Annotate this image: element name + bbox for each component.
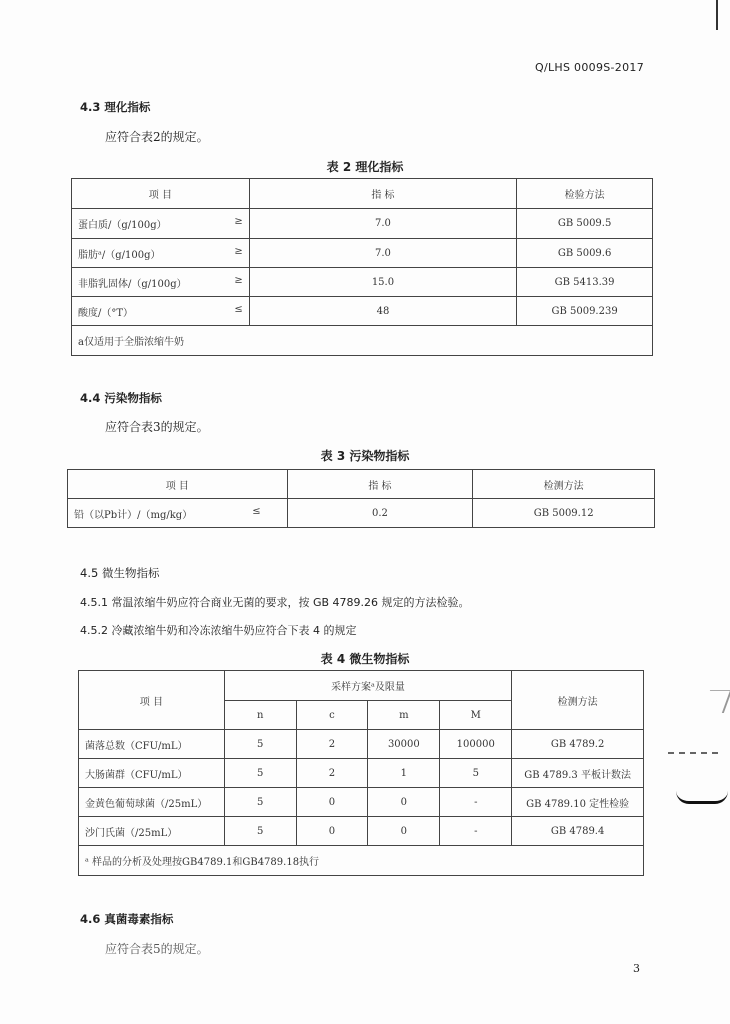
comparison-symbol: ≥ bbox=[234, 216, 243, 227]
section-heading-4-4: 4.4 污染物指标 bbox=[80, 391, 162, 405]
clause-4-5-1: 4.5.1 常温浓缩牛奶应符合商业无菌的要求，按 GB 4789.26 规定的方法检验。 bbox=[80, 596, 470, 609]
table-row bbox=[72, 268, 653, 297]
section-text-4-3: 应符合表2的规定。 bbox=[105, 130, 209, 144]
comparison-symbol: ≤ bbox=[234, 303, 243, 315]
row-method: GB 4789.10 定性检验 bbox=[512, 788, 644, 817]
row-n: 5 bbox=[224, 730, 296, 759]
col-item: 项 目 bbox=[68, 470, 288, 499]
row-item: 金黄色葡萄球菌（/25mL） bbox=[79, 788, 225, 817]
row-method: GB 5009.6 bbox=[517, 239, 653, 268]
section-text-4-6: 应符合表5的规定。 bbox=[105, 942, 209, 956]
table-row bbox=[72, 239, 653, 268]
col-index: 指 标 bbox=[249, 179, 516, 209]
row-m: 1 bbox=[368, 759, 440, 788]
table-row bbox=[79, 730, 644, 759]
col-method: 检验方法 bbox=[517, 179, 653, 209]
table-row bbox=[79, 788, 644, 817]
col-c: c bbox=[296, 701, 368, 730]
row-item: 酸度/（°T） ≤ bbox=[72, 297, 250, 326]
comparison-symbol: ≥ bbox=[234, 245, 243, 257]
document-code: Q/LHS 0009S-2017 bbox=[535, 61, 644, 74]
row-c: 0 bbox=[296, 788, 368, 817]
scan-edge-line bbox=[716, 0, 718, 30]
row-method: GB 4789.3 平板计数法 bbox=[512, 759, 644, 788]
row-method: GB 5009.12 bbox=[473, 499, 655, 528]
row-value: 7.0 bbox=[249, 209, 516, 239]
scan-edge-mark bbox=[702, 690, 730, 713]
row-m: 0 bbox=[368, 817, 440, 846]
table-2-header bbox=[72, 179, 653, 209]
comparison-symbol: ≤ bbox=[252, 505, 261, 517]
col-method: 检测方法 bbox=[512, 671, 644, 730]
col-item: 项 目 bbox=[79, 671, 225, 730]
table-note-row bbox=[79, 846, 644, 876]
table-3-caption: 表 3 污染物指标 bbox=[320, 449, 410, 463]
table-2 bbox=[71, 178, 653, 356]
table-row bbox=[79, 817, 644, 846]
row-value: 15.0 bbox=[249, 268, 516, 297]
col-method: 检测方法 bbox=[473, 470, 655, 499]
row-item: 蛋白质/（g/100g） ≥ bbox=[72, 209, 250, 239]
row-item: 铅（以Pb计）/（mg/kg） ≤ bbox=[68, 499, 288, 528]
row-item: 非脂乳固体/（g/100g） ≥ bbox=[72, 268, 250, 297]
table-2-caption: 表 2 理化指标 bbox=[326, 160, 404, 174]
section-heading-4-6: 4.6 真菌毒素指标 bbox=[80, 912, 174, 926]
col-n: n bbox=[224, 701, 296, 730]
row-n: 5 bbox=[224, 817, 296, 846]
row-method: GB 5009.5 bbox=[517, 209, 653, 239]
col-sampling-plan: 采样方案ᵃ及限量 bbox=[224, 671, 511, 701]
col-index: 指 标 bbox=[287, 470, 473, 499]
table-row bbox=[72, 297, 653, 326]
table-3-header bbox=[68, 470, 655, 499]
row-method: GB 4789.4 bbox=[512, 817, 644, 846]
row-M: 100000 bbox=[440, 730, 512, 759]
section-heading-4-5: 4.5 微生物指标 bbox=[80, 566, 160, 580]
row-c: 2 bbox=[296, 759, 368, 788]
row-M: 5 bbox=[440, 759, 512, 788]
row-item: 脂肪ᵃ/（g/100g） ≥ bbox=[72, 239, 250, 268]
row-n: 5 bbox=[224, 759, 296, 788]
row-method: GB 5413.39 bbox=[517, 268, 653, 297]
row-item: 大肠菌群（CFU/mL） bbox=[79, 759, 225, 788]
row-c: 0 bbox=[296, 817, 368, 846]
table-row bbox=[72, 209, 653, 239]
row-n: 5 bbox=[224, 788, 296, 817]
table-4-header bbox=[79, 671, 644, 701]
row-method: GB 4789.2 bbox=[512, 730, 644, 759]
col-m: m bbox=[368, 701, 440, 730]
table-row bbox=[79, 759, 644, 788]
row-value: 7.0 bbox=[249, 239, 516, 268]
table-4-caption: 表 4 微生物指标 bbox=[320, 652, 410, 666]
table-row bbox=[68, 499, 655, 528]
row-M: - bbox=[440, 817, 512, 846]
col-item: 项 目 bbox=[72, 179, 250, 209]
section-text-4-4: 应符合表3的规定。 bbox=[105, 420, 209, 434]
row-item: 沙门氏菌（/25mL） bbox=[79, 817, 225, 846]
table-4 bbox=[78, 670, 644, 876]
section-heading-4-3: 4.3 理化指标 bbox=[80, 100, 151, 114]
row-method: GB 5009.239 bbox=[517, 297, 653, 326]
table-3 bbox=[67, 469, 655, 528]
table-2-note: a仅适用于全脂浓缩牛奶 bbox=[72, 326, 653, 356]
row-item: 菌落总数（CFU/mL） bbox=[79, 730, 225, 759]
col-M: M bbox=[440, 701, 512, 730]
scan-edge-mark bbox=[668, 752, 718, 776]
clause-4-5-2: 4.5.2 冷藏浓缩牛奶和冷冻浓缩牛奶应符合下表 4 的规定 bbox=[80, 624, 357, 637]
comparison-symbol: ≥ bbox=[234, 274, 243, 286]
row-M: - bbox=[440, 788, 512, 817]
table-4-note: ᵃ 样品的分析及处理按GB4789.1和GB4789.18执行 bbox=[79, 846, 644, 876]
row-value: 48 bbox=[249, 297, 516, 326]
row-m: 30000 bbox=[368, 730, 440, 759]
page-number: 3 bbox=[633, 962, 640, 975]
row-c: 2 bbox=[296, 730, 368, 759]
table-note-row bbox=[72, 326, 653, 356]
row-m: 0 bbox=[368, 788, 440, 817]
scan-edge-mark bbox=[676, 791, 728, 804]
row-value: 0.2 bbox=[287, 499, 473, 528]
